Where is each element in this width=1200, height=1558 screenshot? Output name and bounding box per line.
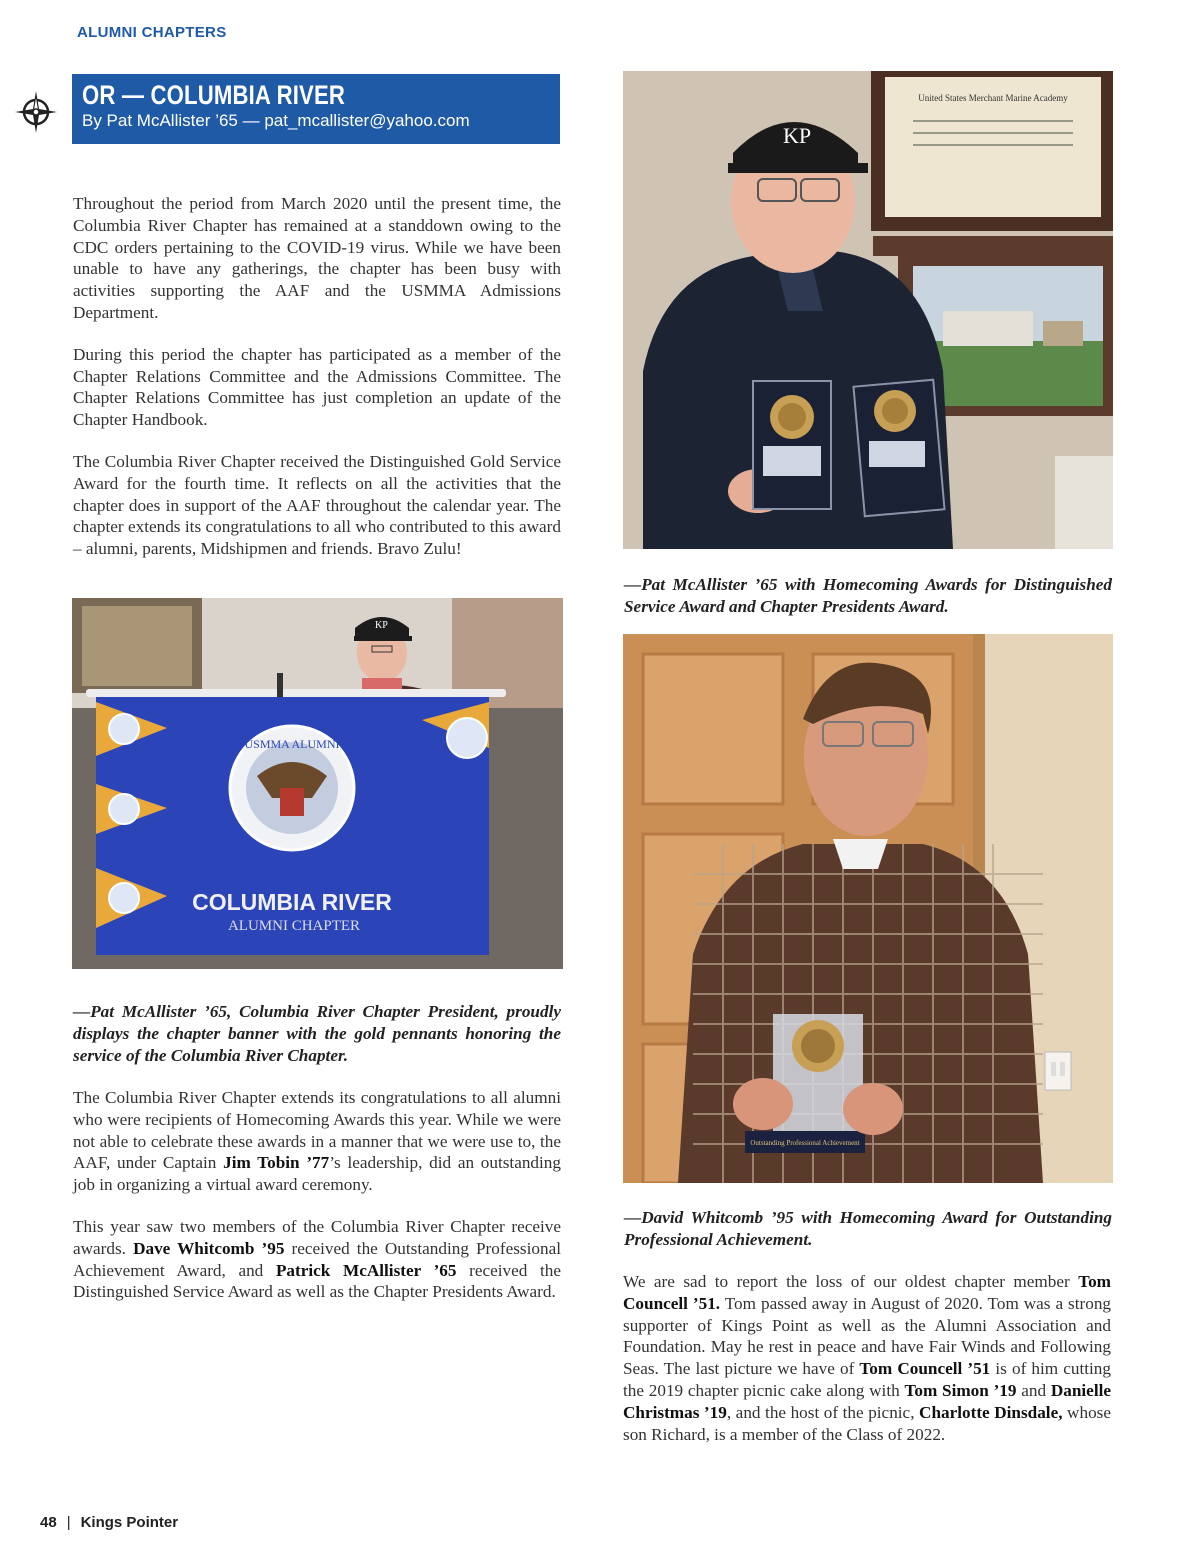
banner-photo [72,598,563,969]
diploma-title-text: United States Merchant Marine Academy [918,93,1068,103]
intro-paragraph-1: Throughout the period from March 2020 until the present time, the Columbia River Chapter has remained at a standdown owing to the CDC orders pertaining to the COVID-19 virus. While we have been unable to have any gatherings, the chapter has been busy with activities supporting the AAF and the USMMA Admissions Department. [73,194,561,322]
section-label: ALUMNI CHAPTERS [77,24,227,41]
intro-paragraph-2: During this period the chapter has participated as a member of the Chapter Relations Committee and the Admissions Committee. The Chapter Relations Committee has just completion an update of the Chapter Handbook. [73,344,561,430]
banner-caption: —Pat McAllister ’65, Columbia River Chapter President, proudly displays the chapter banner with the gold pennants honoring the service of the Columbia River Chapter. [73,1002,561,1065]
cap-logo-text: KP [783,123,812,148]
memorial-paragraph: We are sad to report the loss of our oldest chapter member Tom Councell ’51. Tom passed away in August of 2020. Tom was a strong supporter of Kings Point as well as the Alumni Association and Foundation. May he rest in peace and have Fair Winds and Following Seas. The last picture we have of Tom Councell ’51 is of him cutting the 2019 chapter picnic cake along with Tom Simon ’19 and Danielle Christmas ’19, and the host of the picnic, Charlotte Dinsdale, whose son Richard, is a member of the Class of 2022. [623,1272,1112,1444]
recipients-paragraph: This year saw two members of the Columbia River Chapter receive awards. Dave Whitcomb ’95 received the Outstanding Professional Achievement Award, and Patrick McAllister ’65 received the Distinguished Service Award as well as the Chapter Presidents Award. [73,1216,561,1302]
chapter-title: OR — COLUMBIA RIVER [82,80,346,110]
cap-logo-text: KP [375,620,388,631]
memorial-text [623,1271,1111,1465]
author-byline: By Pat McAllister ’65 — pat_mcallister@yahoo.com [82,111,470,130]
awards-paragraph: The Columbia River Chapter extends its congratulations to all alumni who were recipients of Homecoming Awards this year. While we were not able to celebrate these awards in a manner that we were use to, the AAF, under Captain Jim Tobin ’77’s leadership, did an outstanding job in organizing a virtual award ceremony. [73,1088,561,1195]
page-footer [40,1514,178,1531]
whitcomb-photo [623,634,1113,1183]
chapter-header [72,74,560,144]
plaque-text: Outstanding Professional Achievement [750,1139,860,1147]
banner-subtitle-text: ALUMNI CHAPTER [227,918,361,934]
intro-paragraph-3: The Columbia River Chapter received the Distinguished Gold Service Award for the fourth time. It reflects on all the activities that the chapter does in support of the AAF throughout the calendar year. The chapter extends its congratulations to all who contributed to this award – alumni, parents, Midshipmen and friends. Bravo Zulu! [73,451,561,559]
page-number: 48 [40,1514,57,1531]
seal-text: USMMA ALUMNI [244,737,340,751]
intro-text [73,193,561,580]
awards-photo [623,71,1113,549]
footer-separator: | [66,1514,71,1531]
whitcomb-caption: —David Whitcomb ’95 with Homecoming Award for Outstanding Professional Achievement. [624,1208,1112,1249]
compass-rose-icon [14,90,58,134]
awards-text [73,1087,561,1323]
banner-title-text: COLUMBIA RIVER [192,889,392,915]
awards-caption: —Pat McAllister ’65 with Homecoming Awards for Distinguished Service Award and Chapter Presidents Award. [624,575,1112,616]
publication-name: Kings Pointer [80,1514,179,1531]
